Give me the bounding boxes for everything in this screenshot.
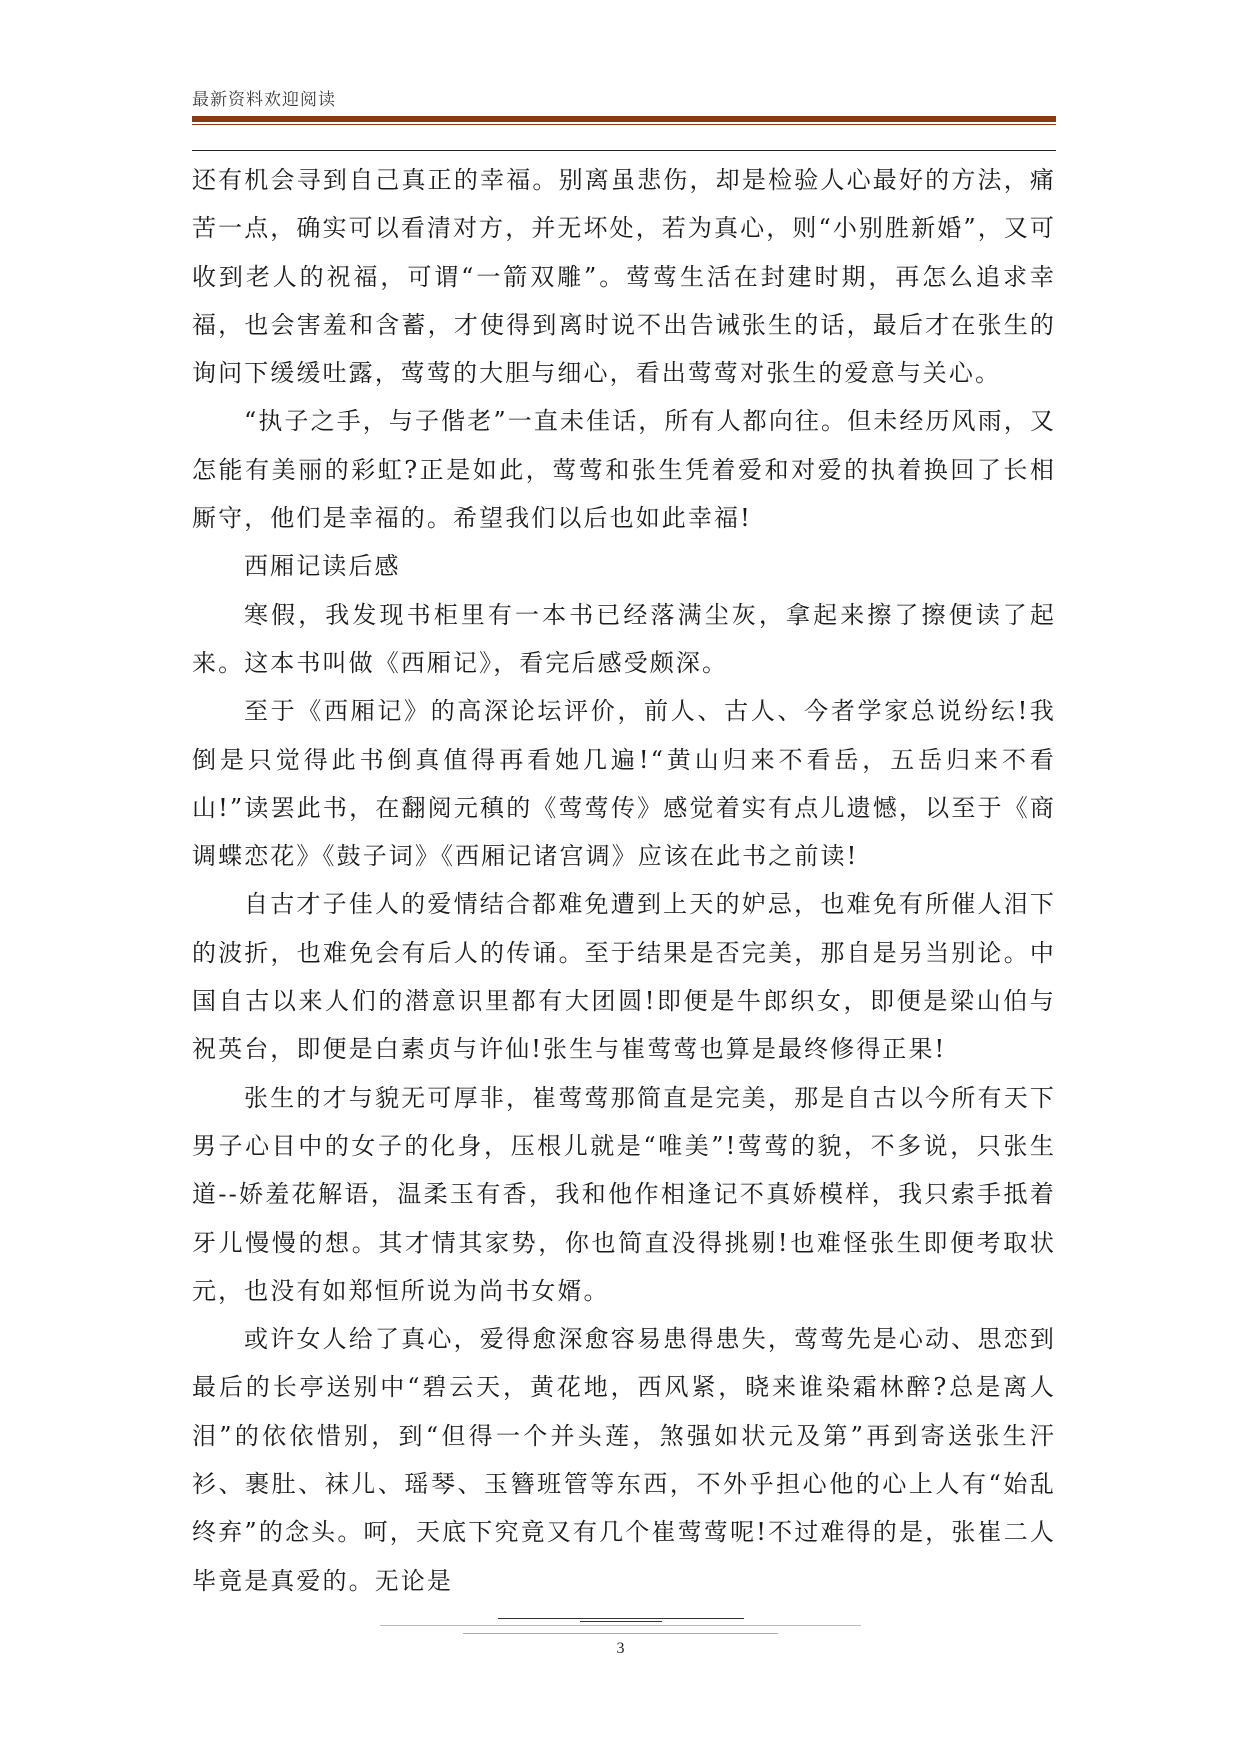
header-rule-black-line [192, 150, 1056, 151]
page-header [192, 88, 1056, 112]
footer-rule [498, 1618, 744, 1619]
header-rule-thick-line [192, 116, 1056, 122]
page-footer [380, 1618, 861, 1678]
paragraph: 张生的才与貌无可厚非，崔莺莺那简直是完美，那是自古以今所有天下男子心目中的女子的化身，压根儿就是“唯美”!莺莺的貌，不多说，只张生道--娇羞花解语，温柔玉有香，我和他作相逢记不真娇模样，我只索手抵着牙儿慢慢的想。其才情其家势，你也简直没得挑剔!也难怪张生即便考取状元，也没有如郑恒所说为尚书女婿。 [192, 1083, 1056, 1305]
page-number: 3 [616, 1640, 625, 1657]
header-title: 最新资料欢迎阅读 [192, 90, 336, 110]
paragraph: 至于《西厢记》的高深论坛评价，前人、古人、今者学家总说纷纭!我倒是只觉得此书倒真值得再看她几遍!“黄山归来不看岳，五岳归来不看山!”读罢此书，在翻阅元稹的《莺莺传》感觉着实有点儿遗憾，以至于《商调蝶恋花》《鼓子词》《西厢记诸宫调》应该在此书之前读! [192, 697, 1056, 871]
footer-rule [580, 1621, 662, 1622]
paragraph: “执子之手，与子偕老”一直未佳话，所有人都向往。但未经历风雨，又怎能有美丽的彩虹?正是如此，莺莺和张生凭着爱和对爱的执着换回了长相厮守，他们是幸福的。希望我们以后也如此幸福! [192, 407, 1056, 533]
header-rule-thin-line [192, 124, 1056, 125]
paragraph: 还有机会寻到自己真正的幸福。别离虽悲伤，却是检验人心最好的方法，痛苦一点，确实可以看清对方，并无坏处，若为真心，则“小别胜新婚”，又可收到老人的祝福，可谓“一箭双雕”。莺莺生活在封建时期，再怎么追求幸福，也会害羞和含蓄，才使得到离时说不出告诫张生的话，最后才在张生的询问下缓缓吐露，莺莺的大胆与细心，看出莺莺对张生的爱意与关心。 [192, 166, 1056, 388]
section-heading: 西厢记读后感 [244, 552, 401, 581]
footer-rule [463, 1633, 778, 1634]
paragraph: 或许女人给了真心，爱得愈深愈容易患得患失，莺莺先是心动、思恋到最后的长亭送别中“碧云天，黄花地，西风紧，晓来谁染霜林醉?总是离人泪”的依依惜别，到“但得一个并头莲，煞强如状元及第”再到寄送张生汗衫、裹肚、袜儿、瑶琴、玉簪班管等东西，不外乎担心他的心上人有“始乱终弃”的念头。呵，天底下究竟又有几个崔莺莺呢!不过难得的是，张崔二人毕竟是真爱的。无论是 [192, 1325, 1056, 1595]
paragraph: 自古才子佳人的爱情结合都难免遭到上天的妒忌，也难免有所催人泪下的波折，也难免会有后人的传诵。至于结果是否完美，那自是另当别论。中国自古以来人们的潜意识里都有大团圆!即便是牛郎织女，即便是梁山伯与祝英台，即便是白素贞与许仙!张生与崔莺莺也算是最终修得正果! [192, 890, 1056, 1064]
footer-rule [380, 1625, 861, 1626]
body-text [192, 156, 1056, 1605]
paragraph: 寒假，我发现书柜里有一本书已经落满尘灰，拿起来擦了擦便读了起来。这本书叫做《西厢记》，看完后感受颇深。 [192, 600, 1056, 677]
